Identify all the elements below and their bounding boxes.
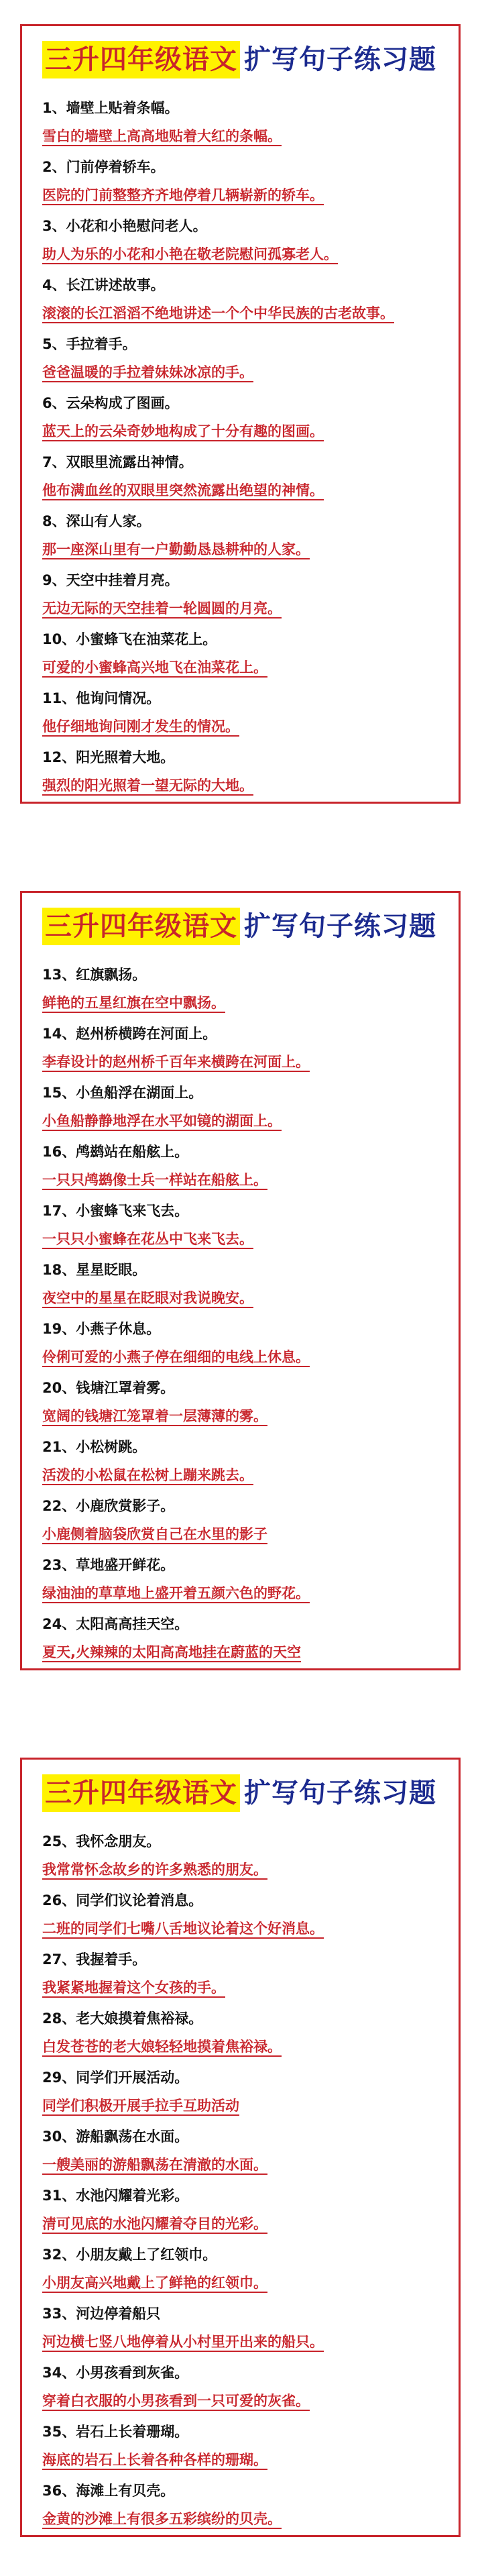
exercise-item [42, 2240, 444, 2299]
exercise-item [42, 1550, 444, 1609]
exercise-question: 33、河边停着船只 [42, 2306, 161, 2322]
exercise-question: 6、云朵构成了图画。 [42, 395, 179, 411]
exercise-answer: 伶俐可爱的小燕子停在细细的电线上休息。 [42, 1349, 310, 1365]
exercise-question: 2、门前停着轿车。 [42, 159, 165, 175]
exercise-answer: 河边横七竖八地停着从小村里开出来的船只。 [42, 2334, 324, 2350]
exercise-item [42, 2476, 444, 2535]
exercise-answer: 那一座深山里有一户勤勤恳恳耕种的人家。 [42, 541, 310, 557]
exercise-question: 35、岩石上长着珊瑚。 [42, 2424, 189, 2440]
exercise-question: 25、我怀念朋友。 [42, 1833, 161, 1849]
exercise-question: 27、我握着手。 [42, 1951, 147, 1968]
exercise-answer: 强烈的阳光照着一望无际的大地。 [42, 777, 253, 794]
exercise-item [42, 1609, 444, 1668]
exercise-item [42, 1373, 444, 1432]
exercise-item [42, 506, 444, 566]
exercise-item [42, 1314, 444, 1373]
exercise-answer: 小鹿侧着脑袋欣赏自己在水里的影子 [42, 1526, 267, 1542]
exercise-answer: 同学们积极开展手拉手互助活动 [42, 2098, 239, 2114]
exercise-list [42, 960, 444, 1668]
exercise-question: 28、老大娘摸着焦裕禄。 [42, 2010, 203, 2027]
exercise-question: 34、小男孩看到灰雀。 [42, 2365, 189, 2381]
exercise-question: 3、小花和小艳慰问老人。 [42, 218, 207, 234]
exercise-item [42, 2122, 444, 2181]
exercise-answer: 可爱的小蜜蜂高兴地飞在油菜花上。 [42, 659, 267, 676]
exercise-item [42, 1886, 444, 1945]
title-highlight: 三升四年级语文 [42, 908, 240, 945]
exercise-question: 30、游船飘荡在水面。 [42, 2129, 189, 2145]
exercise-answer: 他仔细地询问刚才发生的情况。 [42, 718, 239, 735]
exercise-question: 26、同学们议论着消息。 [42, 1892, 203, 1909]
exercise-list [42, 93, 444, 802]
exercise-question: 21、小松树跳。 [42, 1439, 147, 1455]
exercise-answer: 夜空中的星星在眨眼对我说晚安。 [42, 1290, 253, 1306]
exercise-item [42, 2004, 444, 2063]
exercise-answer: 鲜艳的五星红旗在空中飘扬。 [42, 995, 225, 1011]
exercise-item [42, 211, 444, 270]
exercise-question: 32、小朋友戴上了红领巾。 [42, 2247, 217, 2263]
exercise-answer: 二班的同学们七嘴八舌地议论着这个好消息。 [42, 1921, 324, 1937]
exercise-item [42, 960, 444, 1019]
exercise-answer: 小鱼船静静地浮在水平如镜的湖面上。 [42, 1113, 282, 1129]
exercise-question: 31、水池闪耀着光彩。 [42, 2188, 189, 2204]
worksheet-panel-1 [20, 24, 461, 804]
worksheet-title [42, 906, 436, 947]
exercise-answer: 滚滚的长江滔滔不绝地讲述一个个中华民族的古老故事。 [42, 305, 394, 321]
exercise-item [42, 2299, 444, 2358]
exercise-answer: 小朋友高兴地戴上了鲜艳的红领巾。 [42, 2275, 267, 2291]
exercise-item [42, 1019, 444, 1078]
exercise-answer: 爸爸温暖的手拉着妹妹冰凉的手。 [42, 364, 253, 380]
exercise-item [42, 1196, 444, 1255]
exercise-item [42, 1491, 444, 1550]
title-highlight: 三升四年级语文 [42, 41, 240, 78]
exercise-item [42, 1432, 444, 1491]
exercise-question: 22、小鹿欣赏影子。 [42, 1498, 175, 1514]
title-rest: 扩写句子练习题 [244, 910, 436, 942]
exercise-answer: 医院的门前整整齐齐地停着几辆崭新的轿车。 [42, 187, 324, 203]
exercise-answer: 一只只小蜜蜂在花丛中飞来飞去。 [42, 1231, 253, 1247]
exercise-item [42, 1945, 444, 2004]
exercise-item [42, 2181, 444, 2240]
exercise-item [42, 388, 444, 447]
exercise-answer: 绿油油的草草地上盛开着五颜六色的野花。 [42, 1585, 310, 1601]
exercise-answer: 清可见底的水池闪耀着夺目的光彩。 [42, 2216, 267, 2232]
worksheet-title [42, 40, 436, 80]
exercise-question: 10、小蜜蜂飞在油菜花上。 [42, 631, 217, 647]
exercise-answer: 穿着白衣服的小男孩看到一只可爱的灰雀。 [42, 2393, 310, 2409]
exercise-answer: 海底的岩石上长着各种各样的珊瑚。 [42, 2452, 267, 2468]
exercise-question: 13、红旗飘扬。 [42, 967, 147, 983]
exercise-item [42, 625, 444, 684]
exercise-item [42, 743, 444, 802]
exercise-answer: 白发苍苍的老大娘轻轻地摸着焦裕禄。 [42, 2039, 282, 2055]
exercise-question: 1、墙壁上贴着条幅。 [42, 100, 179, 116]
exercise-item [42, 447, 444, 506]
title-rest: 扩写句子练习题 [244, 44, 436, 75]
exercise-item [42, 566, 444, 625]
exercise-question: 15、小鱼船浮在湖面上。 [42, 1085, 203, 1101]
exercise-item [42, 684, 444, 743]
exercise-question: 11、他询问情况。 [42, 690, 161, 706]
exercise-question: 20、钱塘江罩着雾。 [42, 1380, 175, 1396]
exercise-answer: 他布满血丝的双眼里突然流露出绝望的神情。 [42, 482, 324, 498]
exercise-answer: 一艘美丽的游船飘荡在清澈的水面。 [42, 2157, 267, 2173]
exercise-item [42, 1137, 444, 1196]
exercise-list [42, 1827, 444, 2535]
exercise-answer: 活泼的小松鼠在松树上蹦来跳去。 [42, 1467, 253, 1483]
exercise-question: 23、草地盛开鲜花。 [42, 1557, 175, 1573]
exercise-item [42, 2417, 444, 2476]
exercise-question: 14、赵州桥横跨在河面上。 [42, 1026, 217, 1042]
exercise-item [42, 1255, 444, 1314]
exercise-answer: 我常常怀念故乡的许多熟悉的朋友。 [42, 1862, 267, 1878]
worksheet-panel-2 [20, 891, 461, 1670]
exercise-question: 4、长江讲述故事。 [42, 277, 165, 293]
exercise-item [42, 270, 444, 329]
exercise-question: 9、天空中挂着月亮。 [42, 572, 179, 588]
exercise-answer: 雪白的墙壁上高高地贴着大红的条幅。 [42, 128, 282, 144]
exercise-question: 17、小蜜蜂飞来飞去。 [42, 1203, 189, 1219]
exercise-question: 12、阳光照着大地。 [42, 749, 175, 765]
exercise-item [42, 1078, 444, 1137]
exercise-answer: 助人为乐的小花和小艳在敬老院慰问孤寡老人。 [42, 246, 338, 262]
exercise-answer: 宽阔的钱塘江笼罩着一层薄薄的雾。 [42, 1408, 267, 1424]
exercise-answer: 李春设计的赵州桥千百年来横跨在河面上。 [42, 1054, 310, 1070]
exercise-item [42, 329, 444, 388]
exercise-answer: 一只只鸬鹚像士兵一样站在船舷上。 [42, 1172, 267, 1188]
exercise-answer: 金黄的沙滩上有很多五彩缤纷的贝壳。 [42, 2511, 282, 2527]
exercise-question: 16、鸬鹚站在船舷上。 [42, 1144, 189, 1160]
exercise-question: 5、手拉着手。 [42, 336, 137, 352]
exercise-answer: 无边无际的天空挂着一轮圆圆的月亮。 [42, 600, 282, 616]
exercise-question: 36、海滩上有贝壳。 [42, 2483, 175, 2499]
title-rest: 扩写句子练习题 [244, 1777, 436, 1809]
exercise-question: 8、深山有人家。 [42, 513, 151, 529]
exercise-question: 18、星星眨眼。 [42, 1262, 147, 1278]
exercise-item [42, 1827, 444, 1886]
exercise-item [42, 93, 444, 152]
worksheet-panel-3 [20, 1758, 461, 2537]
exercise-item [42, 2063, 444, 2122]
exercise-question: 24、太阳高高挂天空。 [42, 1616, 189, 1632]
exercise-item [42, 152, 444, 211]
exercise-answer: 夏天,火辣辣的太阳高高地挂在蔚蓝的天空 [42, 1644, 301, 1660]
exercise-question: 19、小燕子休息。 [42, 1321, 161, 1337]
exercise-answer: 我紧紧地握着这个女孩的手。 [42, 1980, 225, 1996]
worksheet-title [42, 1773, 436, 1813]
exercise-answer: 蓝天上的云朵奇妙地构成了十分有趣的图画。 [42, 423, 324, 439]
title-highlight: 三升四年级语文 [42, 1774, 240, 1812]
exercise-question: 7、双眼里流露出神情。 [42, 454, 193, 470]
exercise-item [42, 2358, 444, 2417]
exercise-question: 29、同学们开展活动。 [42, 2070, 189, 2086]
